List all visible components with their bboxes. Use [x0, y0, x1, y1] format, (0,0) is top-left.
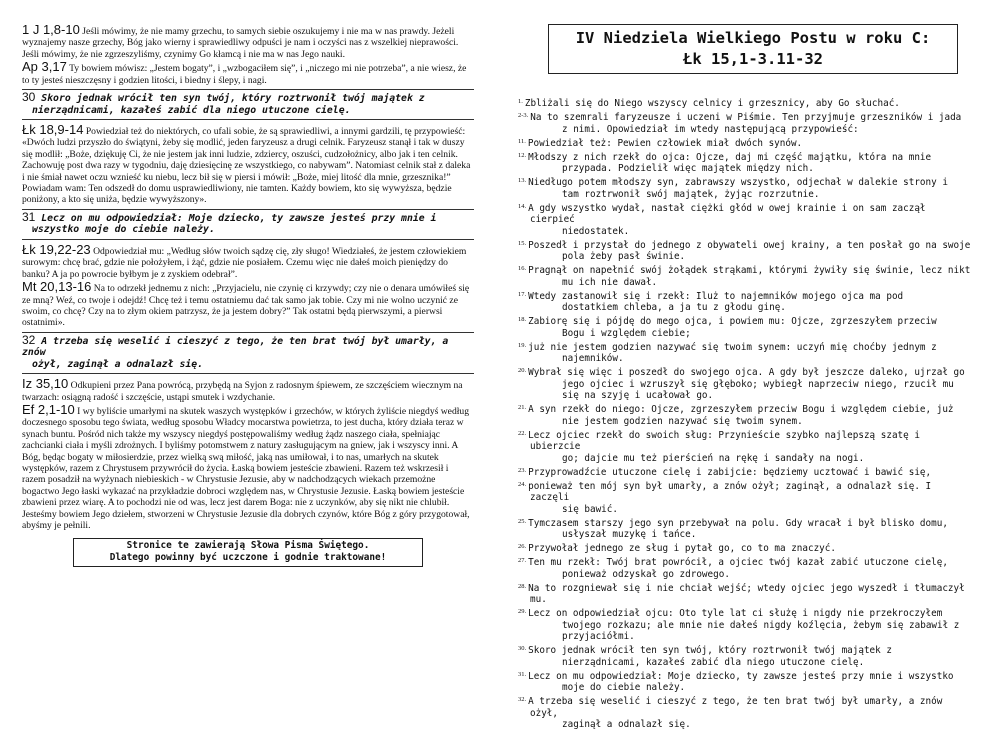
verse [518, 201, 972, 238]
verse-text: Niedługo potem młodszy syn, zabrawszy wszystko, odjechał w dalekie strony i [528, 177, 948, 188]
scripture-passage [22, 124, 474, 206]
verse [518, 555, 972, 580]
verse [518, 541, 972, 555]
verse-text: A syn rzekł do niego: Ojcze, zgrzeszyłem przeciw Bogu i względem ciebie, już [528, 404, 954, 415]
verse-text-cont: moje do ciebie należy. [562, 682, 686, 693]
antiphon-text: Skoro jednak wrócił ten syn twój, który roztrwonił twój majątek z [41, 93, 425, 105]
passage-text: Odpowiedział mu: „Według słów twoich sądzę cię, zły sługo! Wiedziałeś, że jestem człowiekiem surowym: chcę brać, gdzie nie położyłem, i żąć, gdzie nie posiałem. Czemu więc nie dałeś moich pieniędzy do banku? A ja po powrocie byłbym je z zyskiem odebrał”. [22, 245, 467, 280]
verse [518, 606, 972, 643]
verse-text-cont: usłyszał muzykę i tańce. [562, 529, 697, 540]
verse-text: A gdy wszystko wydał, nastał ciężki głód w owej krainie i on sam zaczął cierpieć [528, 202, 926, 225]
verse [518, 110, 972, 135]
antiphon-text-cont: ożył, zaginął a odnalazł się. [32, 358, 204, 370]
verse-text-cont: się bawić. [562, 503, 618, 515]
verse-number: 2-3. [518, 112, 529, 119]
verse-text: Wybrał się więc i poszedł do swojego ojca. A gdy był jeszcze daleko, ujrzał go [528, 367, 965, 378]
verse-text: Skoro jednak wrócił ten syn twój, który roztrwonił twój majątek z [528, 645, 892, 656]
verse [518, 238, 972, 263]
antiphon-text-cont: nierządnicami, kazałeś zabić dla niego utuczone cielę. [32, 104, 351, 116]
verse-text-cont: zaginął a odnalazł się. [562, 719, 691, 730]
verse [518, 314, 972, 339]
verse [518, 263, 972, 288]
verse-text: Przyprowadźcie utuczone cielę i zabijcie: będziemy ucztować i bawić się, [528, 466, 932, 478]
verse-text: Lecz ojciec rzekł do swoich sług: Przynieście szybko najlepszą szatę i ubierzcie [528, 429, 920, 452]
verse-text: Wtedy zastanowił się i rzekł: Iluż to najemników mojego ojca ma pod [528, 290, 904, 302]
verse-text-cont: niedostatek. [562, 225, 630, 237]
verse-number: 20. [518, 367, 527, 374]
verse [518, 516, 972, 541]
verse-number: 25. [518, 517, 527, 525]
verse-number: 13. [518, 177, 527, 184]
verse-number: 19. [518, 341, 527, 349]
antiphon-text: A trzeba się weselić i cieszyć z tego, że ten brat twój był umarły, a znów [22, 335, 449, 359]
verse-number: 1. [518, 98, 523, 105]
title-line-1: IV Niedziela Wielkiego Postu w roku C: [575, 29, 931, 47]
verse-text-cont: dostatkiem chleba, a ja tu z głodu ginę. [562, 302, 786, 313]
verse-text-cont: przypada. Podzielił więc majątek między nich. [562, 163, 814, 174]
verse-text: Na to szemrali faryzeusze i uczeni w Piśmie. Ten przyjmuje grzeszników i jada [530, 112, 962, 123]
verse-text-cont: tam roztrwonił swój majątek, żyjąc rozrzutnie. [562, 188, 820, 200]
verse-number: 30. [518, 645, 527, 652]
verse [518, 136, 972, 150]
verse-text: Tymczasem starszy jego syn przebywał na polu. Gdy wracał i był blisko domu, [528, 517, 948, 529]
verse [518, 150, 972, 175]
verse-number: 23. [518, 466, 527, 474]
verse [518, 669, 972, 694]
passage-reference: Łk 18,9-14 [22, 122, 84, 138]
antiphon-number: 31 [22, 209, 36, 224]
passage-reference: Iz 35,10 [22, 376, 69, 392]
verse [518, 428, 972, 465]
antiphon-number: 30 [22, 90, 36, 105]
scripture-passage [22, 378, 474, 403]
passage-reference: Ef 2,1-10 [22, 402, 75, 418]
verse-number: 17. [518, 290, 527, 298]
passage-reference: Ap 3,17 [22, 59, 67, 75]
verse [518, 694, 972, 731]
verse-text-cont: mu ich nie dawał. [562, 276, 658, 288]
verse-list [518, 96, 972, 731]
verse-number: 14. [518, 202, 527, 210]
verse-number: 16. [518, 265, 527, 272]
verse-text: Lecz on odpowiedział ojcu: Oto tyle lat ci służę i nigdy nie przekroczyłem [528, 608, 943, 619]
passage-text: Ty bowiem mówisz: „Jestem bogaty”, i „wzbogaciłem się”, i „niczego mi nie potrzeba”, a nie wiesz, że to ty jesteś nieszczęsny i godzien litości, i biedny i ślepy, i nagi. [22, 63, 467, 86]
page-title [548, 24, 958, 74]
antiphon-text: Lecz on mu odpowiedział: Moje dziecko, ty zawsze jesteś przy mnie i [41, 212, 437, 224]
footer-line-1: Stronice te zawierają Słowa Pisma Świętego. [126, 539, 370, 551]
verse-number: 31. [518, 670, 527, 678]
verse [518, 365, 972, 402]
verse-number: 12. [518, 151, 527, 159]
antiphon-31 [22, 209, 474, 240]
verse-text-cont: jego ojciec i wzruszył się głęboko; wybiegł naprzeciw niego, rzucił mu się na szyję i ucałował go. [562, 378, 954, 401]
verse-text-cont: najemników. [562, 353, 624, 364]
scripture-passage [22, 241, 474, 280]
scripture-passage [22, 404, 474, 531]
antiphon-number: 32 [22, 332, 36, 347]
verse-text: ponieważ ten mój syn był umarły, a znów ożył; zaginął, a odnalazł się. I zaczęli [528, 480, 932, 503]
verse-number: 18. [518, 316, 527, 323]
verse-text: Na to rozgniewał się i nie chciał wejść; wtedy ojciec jego wyszedł i tłumaczył mu. [528, 582, 965, 605]
left-column [22, 24, 474, 567]
antiphon-30 [22, 89, 474, 120]
verse-text: Poszedł i przystał do jednego z obywateli owej krainy, a ten posłał go na swoje [528, 239, 971, 251]
verse [518, 289, 972, 314]
scripture-passage [22, 61, 474, 86]
verse [518, 175, 972, 200]
passage-text: I wy byliście umarłymi na skutek waszych występków i grzechów, w których żyliście niegdyś według doczesnego sposobu tego świata, według sposobu Władcy mocarstwa powietrza, to jest ducha, który działa teraz w synach buntu. Pośród nich także my wszyscy niegdyś postępowaliśmy według żądz naszego ciała, spełniając zachcianki ciała i myśli zdrożnych. I byliśmy potomstwem z natury zasługującym na gniew, jak i wszyscy inni. A Bóg, będąc bogaty w miłosierdzie, przez wielką swą miłość, jaką nas umiłował, i to nas, umarłych na skutek występków, razem z Chrystusem przywrócił do życia. Łaską bowiem jesteście zbawieni. Razem też wskrzesił i razem posadził na wyżynach niebieskich - w Chrystusie Jezusie, aby w nadchodzących wiekach przemożne bogactwo Jego łaski wykazać na przykładzie dobroci względem nas, w Chrystusie Jezusie. Łaską bowiem jesteście zbawieni przez wiarę. A to pochodzi nie od was, lecz jest darem Boga: nie z uczynków, aby się nikt nie chlubił. Jesteśmy bowiem Jego dziełem, stworzeni w Chrystusie Jezusie dla dobrych czynów, które Bóg z góry przygotował, abyśmy je pełnili. [22, 406, 470, 532]
verse-text: A trzeba się weselić i cieszyć z tego, że ten brat twój był umarły, a znów ożył, [528, 696, 943, 719]
verse-text: Ten mu rzekł: Twój brat powrócił, a ojciec twój kazał zabić utuczone cielę, [528, 557, 948, 568]
verse-text: Młodszy z nich rzekł do ojca: Ojcze, daj mi część majątku, która na mnie [528, 151, 932, 163]
verse-text: Przywołał jednego ze sług i pytał go, co to ma znaczyć. [528, 543, 836, 554]
verse-text: Powiedział też: Pewien człowiek miał dwóch synów. [527, 137, 803, 149]
verse-text-cont: nierządnicami, kazałeś zabić dla niego utuczone cielę. [562, 656, 865, 668]
footer-note [73, 538, 423, 567]
verse-text-cont: twojego rozkazu; ale mnie nie dałeś nigdy koźlęcia, żebym się zabawił z przyjaciółmi. [562, 619, 960, 642]
scripture-passage [22, 281, 474, 329]
verse [518, 479, 972, 516]
verse-number: 21. [518, 404, 527, 411]
verse-text: Zabiorę się i pójdę do mego ojca, i powiem mu: Ojcze, zgrzeszyłem przeciw [528, 316, 937, 327]
verse [518, 96, 972, 110]
verse-number: 29. [518, 608, 527, 615]
passage-text: Odkupieni przez Pana powrócą, przybędą na Syjon z radosnym śpiewem, ze szczęściem wiecznym na twarzach: osiągną radość i szczęście, ustąpi smutek i wzdychanie. [22, 380, 463, 403]
passage-reference: Mt 20,13-16 [22, 279, 92, 295]
verse-text: Lecz on mu odpowiedział: Moje dziecko, ty zawsze jesteś przy mnie i wszystko [528, 670, 954, 682]
antiphon-32 [22, 332, 474, 375]
footer-line-2: Dlatego powinny być uczczone i godnie traktowane! [109, 551, 387, 563]
verse-text-cont: z nimi. Opowiedział im wtedy następującą przypowieść: [562, 123, 859, 135]
scripture-passage [22, 24, 474, 60]
verse-text: Zbliżali się do Niego wszyscy celnicy i grzesznicy, aby Go słuchać. [524, 98, 900, 109]
verse-text-cont: go; dajcie mu też pierścień na rękę i sandały na nogi. [562, 452, 865, 464]
verse [518, 581, 972, 606]
verse-number: 28. [518, 582, 527, 590]
verse-number: 15. [518, 239, 527, 247]
verse-text-cont: Bogu i względem ciebie; [562, 327, 691, 339]
verse [518, 465, 972, 479]
verse [518, 643, 972, 668]
passage-text: Na to odrzekł jednemu z nich: „Przyjacielu, nie czynię ci krzywdy; czy nie o denara umówiłeś się ze mną? Weź, co twoje i odejdź! Chcę też i temu ostatniemu dać tak samo jak tobie. Czy mi nie wolno uczynić ze swoim, co chcę? Czy na to złym okiem patrzysz, że ja jestem dobry?” Tak ostatni będą pierwszymi, a pierwsi ostatnimi». [22, 283, 470, 329]
verse-text-cont: ponieważ odzyskał go zdrowego. [562, 568, 730, 580]
antiphon-text-cont: wszystko moje do ciebie należy. [32, 224, 215, 236]
verse-text: Pragnął on napełnić swój żołądek strąkami, którymi żywiły się świnie, lecz nikt [528, 265, 971, 276]
verse-text-cont: pola żeby pasł świnie. [562, 251, 686, 262]
verse-number: 26. [518, 543, 527, 550]
verse-number: 27. [518, 557, 527, 564]
verse-text-cont: nie jestem godzien nazywać się twoim synem. [562, 415, 803, 427]
verse-text: już nie jestem godzien nazywać się twoim synem: uczyń mię choćby jednym z [528, 341, 937, 353]
verse [518, 402, 972, 427]
verse [518, 340, 972, 365]
passage-text: Powiedział też do niektórych, co ufali sobie, że są sprawiedliwi, a innymi gardzili, tę przypowieść: «Dwóch ludzi przyszło do świątyni, żeby się modlić, jeden faryzeusz a drugi celnik. Faryzeusz stanął i tak w duszy się modlił: „Boże, dziękuję Ci, że nie jestem jak inni ludzie, zdziercy, oszuści, cudzołożnicy, albo jak i ten celnik. Zachowuję post dwa razy w tygodniu, daję dziesięcinę ze wszystkiego, co nabywam”. Natomiast celnik stał z daleka i nie śmiał nawet oczu wznieść ku niebu, lecz bił się w piersi i mówił: „Boże, miej litość dla mnie, grzesznika!” Powiadam wam: Ten odszedł do domu usprawiedliwiony, nie tamten. Każdy bowiem, kto się wywyższa, będzie poniżony, a kto się uniża, będzie wywyższony». [22, 126, 471, 206]
verse-number: 32. [518, 696, 527, 703]
right-column [518, 24, 972, 731]
verse-number: 11. [518, 137, 526, 145]
passage-text: Jeśli mówimy, że nie mamy grzechu, to samych siebie oszukujemy i nie ma w nas prawdy. Jeżeli wyznajemy nasze grzechy, Bóg jako wierny i sprawiedliwy odpuści je nam i oczyści nas z wszelkiej nieprawości. Jeśli mówimy, że nie zgrzeszyliśmy, czynimy Go kłamcą i nie ma w nas Jego nauki. [22, 26, 459, 60]
passage-reference: 1 J 1,8-10 [22, 22, 80, 37]
passage-reference: Łk 19,22-23 [22, 241, 91, 257]
verse-number: 24. [518, 480, 527, 488]
verse-number: 22. [518, 429, 527, 437]
title-line-2: Łk 15,1-3.11-32 [683, 50, 823, 68]
